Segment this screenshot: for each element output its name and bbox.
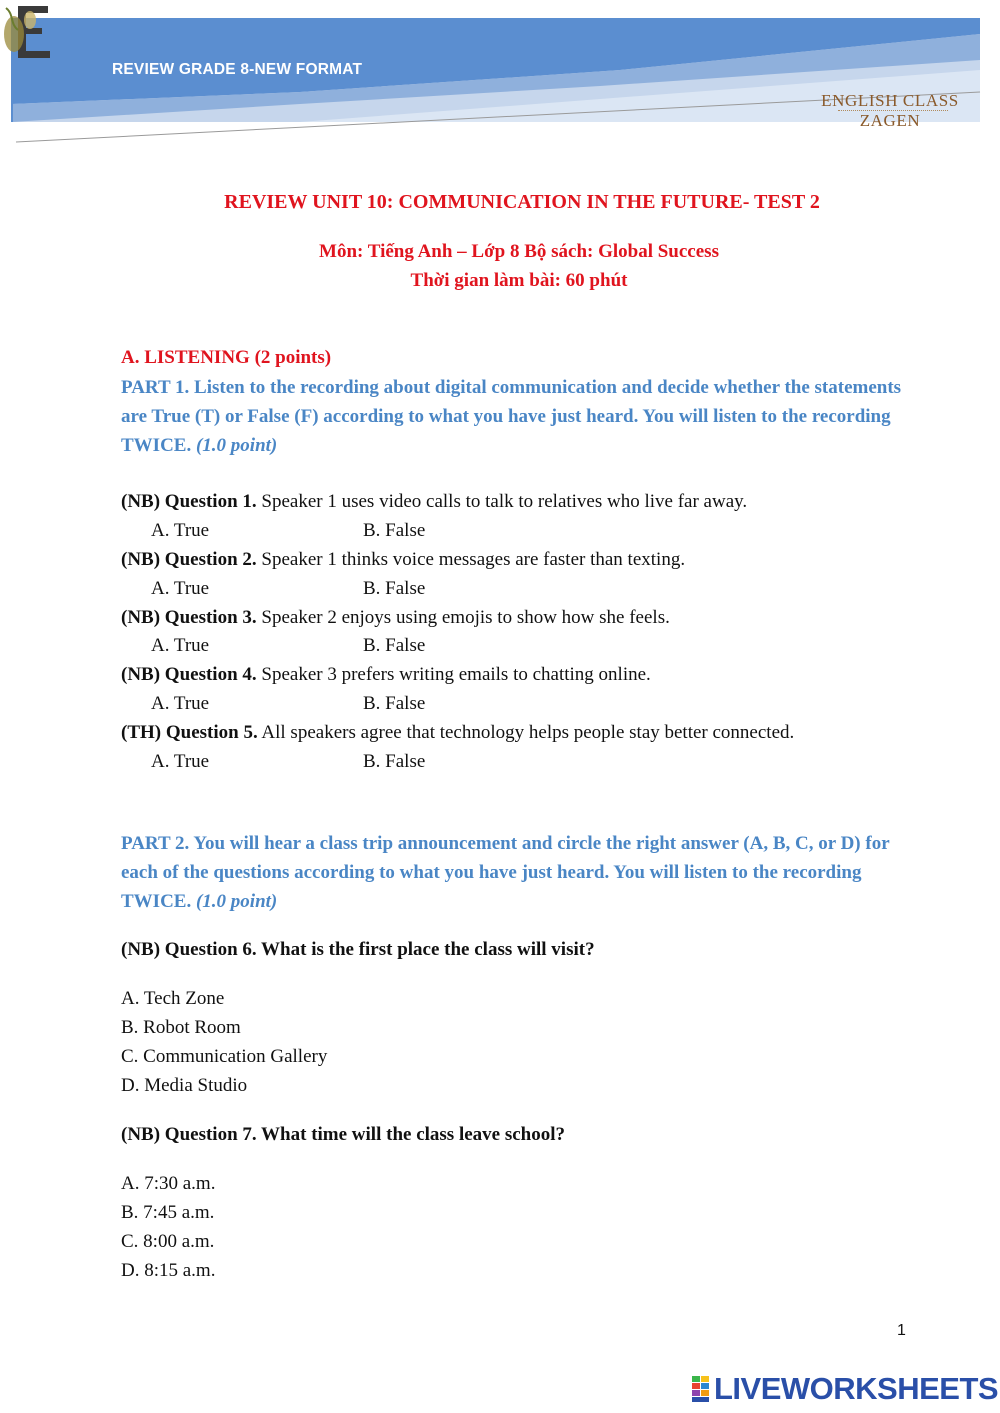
question-label: (TH) Question 5. bbox=[121, 722, 258, 743]
part2-instruction bbox=[121, 829, 921, 916]
question-6-option-a[interactable]: A. Tech Zone bbox=[121, 988, 225, 1009]
option-false[interactable]: B. False bbox=[363, 520, 426, 541]
question-text: Speaker 2 enjoys using emojis to show how she feels. bbox=[261, 607, 670, 628]
question-7-option-c[interactable]: C. 8:00 a.m. bbox=[121, 1231, 215, 1252]
part2-points: (1.0 point) bbox=[195, 891, 278, 912]
option-false[interactable]: B. False bbox=[363, 751, 426, 772]
brand-underline bbox=[838, 110, 948, 113]
question-3-options bbox=[151, 635, 551, 659]
question-label: (NB) Question 1. bbox=[121, 491, 257, 512]
option-true[interactable]: A. True bbox=[151, 578, 210, 599]
question-1 bbox=[121, 491, 747, 513]
question-6-option-b[interactable]: B. Robot Room bbox=[121, 1017, 241, 1038]
page-number: 1 bbox=[897, 1322, 906, 1339]
question-5 bbox=[121, 722, 794, 744]
question-text: Speaker 1 thinks voice messages are faster than texting. bbox=[261, 549, 686, 570]
liveworksheets-logo[interactable] bbox=[692, 1371, 999, 1406]
option-false[interactable]: B. False bbox=[363, 578, 426, 599]
brand-name: ENGLISH CLASS ZAGEN bbox=[821, 91, 959, 130]
question-7-option-b[interactable]: B. 7:45 a.m. bbox=[121, 1202, 215, 1223]
question-6: (NB) Question 6. What is the first place the class will visit? bbox=[121, 939, 595, 960]
subtitle-time: Thời gian làm bài: 60 phút bbox=[410, 270, 628, 291]
part1-points: (1.0 point) bbox=[195, 435, 278, 456]
part2-instruction-text: PART 2. You will hear a class trip announcement and circle the right answer (A, B, C, or D) for each of the questions according to what you have just heard. You will listen to the recording TWICE. bbox=[121, 833, 890, 912]
question-2 bbox=[121, 549, 685, 571]
banner-title: REVIEW GRADE 8-NEW FORMAT bbox=[112, 61, 363, 78]
question-text: All speakers agree that technology helps people stay better connected. bbox=[261, 722, 795, 743]
question-4 bbox=[121, 664, 651, 686]
question-3 bbox=[121, 607, 670, 629]
option-true[interactable]: A. True bbox=[151, 751, 210, 772]
liveworksheets-icon bbox=[692, 1376, 710, 1402]
brand-logo-icon bbox=[0, 0, 64, 62]
banner-shape bbox=[0, 0, 1000, 160]
option-false[interactable]: B. False bbox=[363, 635, 426, 656]
part1-instruction-text: PART 1. Listen to the recording about digital communication and decide whether the statements are True (T) or False (F) according to what you have just heard. You will listen to the recording TWICE. bbox=[121, 377, 902, 456]
question-1-options bbox=[151, 520, 551, 544]
question-5-options bbox=[151, 751, 551, 775]
option-true[interactable]: A. True bbox=[151, 520, 210, 541]
question-6-option-d[interactable]: D. Media Studio bbox=[121, 1075, 248, 1096]
question-7-option-a[interactable]: A. 7:30 a.m. bbox=[121, 1173, 216, 1194]
question-7: (NB) Question 7. What time will the class leave school? bbox=[121, 1124, 566, 1145]
part1-instruction bbox=[121, 373, 921, 460]
option-true[interactable]: A. True bbox=[151, 693, 210, 714]
question-7-option-d[interactable]: D. 8:15 a.m. bbox=[121, 1260, 216, 1281]
question-4-options bbox=[151, 693, 551, 717]
question-2-options bbox=[151, 578, 551, 602]
question-label: (NB) Question 2. bbox=[121, 549, 257, 570]
question-text: Speaker 1 uses video calls to talk to relatives who live far away. bbox=[261, 491, 748, 512]
subtitle-subject: Môn: Tiếng Anh – Lớp 8 Bộ sách: Global Success bbox=[319, 241, 719, 262]
option-true[interactable]: A. True bbox=[151, 635, 210, 656]
header-banner bbox=[0, 0, 1000, 160]
question-label: (NB) Question 4. bbox=[121, 664, 257, 685]
liveworksheets-wordmark: LIVEWORKSHEETS bbox=[714, 1371, 999, 1406]
question-6-option-c[interactable]: C. Communication Gallery bbox=[121, 1046, 328, 1067]
question-label: (NB) Question 3. bbox=[121, 607, 257, 628]
section-listening-heading: A. LISTENING (2 points) bbox=[121, 347, 332, 368]
option-false[interactable]: B. False bbox=[363, 693, 426, 714]
page-title: REVIEW UNIT 10: COMMUNICATION IN THE FUTURE- TEST 2 bbox=[224, 191, 820, 213]
question-text: Speaker 3 prefers writing emails to chatting online. bbox=[261, 664, 651, 685]
